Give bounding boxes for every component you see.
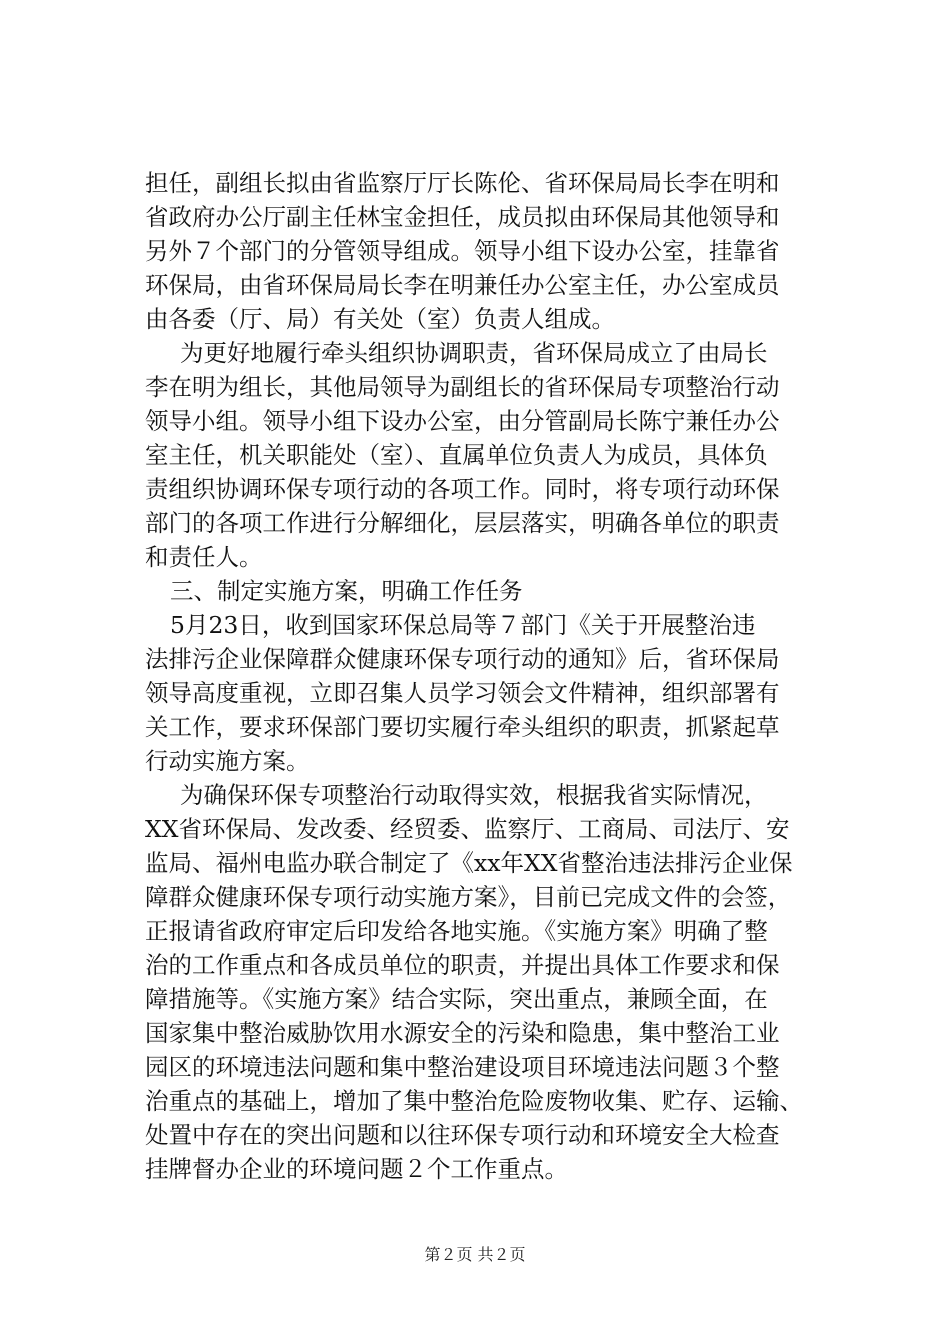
text-line: 省政府办公厅副主任林宝金担任，成员拟由环保局其他领导和: [145, 203, 780, 231]
text-line: 监局、福州电监办联合制定了《xx年XX省整治违法排污企业保: [145, 849, 793, 877]
text-line: 园区的环境违法问题和集中整治建设项目环境违法问题３个整: [145, 1053, 780, 1081]
paragraph-start: 5月23日，收到国家环保总局等７部门《关于开展整治违: [170, 611, 756, 639]
document-body: [145, 166, 815, 1186]
text-line: 障群众健康环保专项行动实施方案》，目前已完成文件的会签，: [145, 883, 792, 911]
text-line: 和责任人。: [145, 543, 263, 571]
section-heading: 三、制定实施方案，明确工作任务: [170, 577, 523, 605]
page-footer: [0, 1245, 950, 1265]
text-line: 正报请省政府审定后印发给各地实施。《实施方案》明确了整: [145, 917, 768, 945]
text-line: 领导小组。领导小组下设办公室，由分管副局长陈宁兼任办公: [145, 407, 780, 435]
text-line: 关工作，要求环保部门要切实履行牵头组织的职责，抓紧起草: [145, 713, 780, 741]
page-number-label: 第２页 共２页: [424, 1245, 526, 1264]
text-line: 责组织协调环保专项行动的各项工作。同时，将专项行动环保: [145, 475, 780, 503]
text-line: 部门的各项工作进行分解细化，层层落实，明确各单位的职责: [145, 509, 780, 537]
text-line: 担任，副组长拟由省监察厅厅长陈伦、省环保局局长李在明和: [145, 169, 780, 197]
text-line: 挂牌督办企业的环境问题２个工作重点。: [145, 1155, 568, 1183]
text-line: 治重点的基础上，增加了集中整治危险废物收集、贮存、运输、: [145, 1087, 803, 1115]
paragraph-start: 为确保环保专项整治行动取得实效，根据我省实际情况，: [180, 781, 768, 809]
text-line: 法排污企业保障群众健康环保专项行动的通知》后，省环保局: [145, 645, 780, 673]
text-line: 另外７个部门的分管领导组成。领导小组下设办公室，挂靠省: [145, 237, 780, 265]
text-line: 李在明为组长，其他局领导为副组长的省环保局专项整治行动: [145, 373, 780, 401]
text-line: 环保局，由省环保局局长李在明兼任办公室主任，办公室成员: [145, 271, 780, 299]
text-line: 行动实施方案。: [145, 747, 310, 775]
text-line: 室主任，机关职能处（室）、直属单位负责人为成员，具体负: [145, 441, 768, 469]
text-line: 障措施等。《实施方案》结合实际，突出重点，兼顾全面，在: [145, 985, 768, 1013]
text-line: 处置中存在的突出问题和以往环保专项行动和环境安全大检查: [145, 1121, 780, 1149]
text-line: 治的工作重点和各成员单位的职责，并提出具体工作要求和保: [145, 951, 780, 979]
text-line: XX省环保局、发改委、经贸委、监察厅、工商局、司法厅、安: [145, 815, 790, 843]
text-line: 国家集中整治威胁饮用水源安全的污染和隐患，集中整治工业: [145, 1019, 780, 1047]
text-line: 领导高度重视，立即召集人员学习领会文件精神，组织部署有: [145, 679, 780, 707]
paragraph-start: 为更好地履行牵头组织协调职责，省环保局成立了由局长: [180, 339, 768, 367]
text-line: 由各委（厅、局）有关处（室）负责人组成。: [145, 305, 615, 333]
